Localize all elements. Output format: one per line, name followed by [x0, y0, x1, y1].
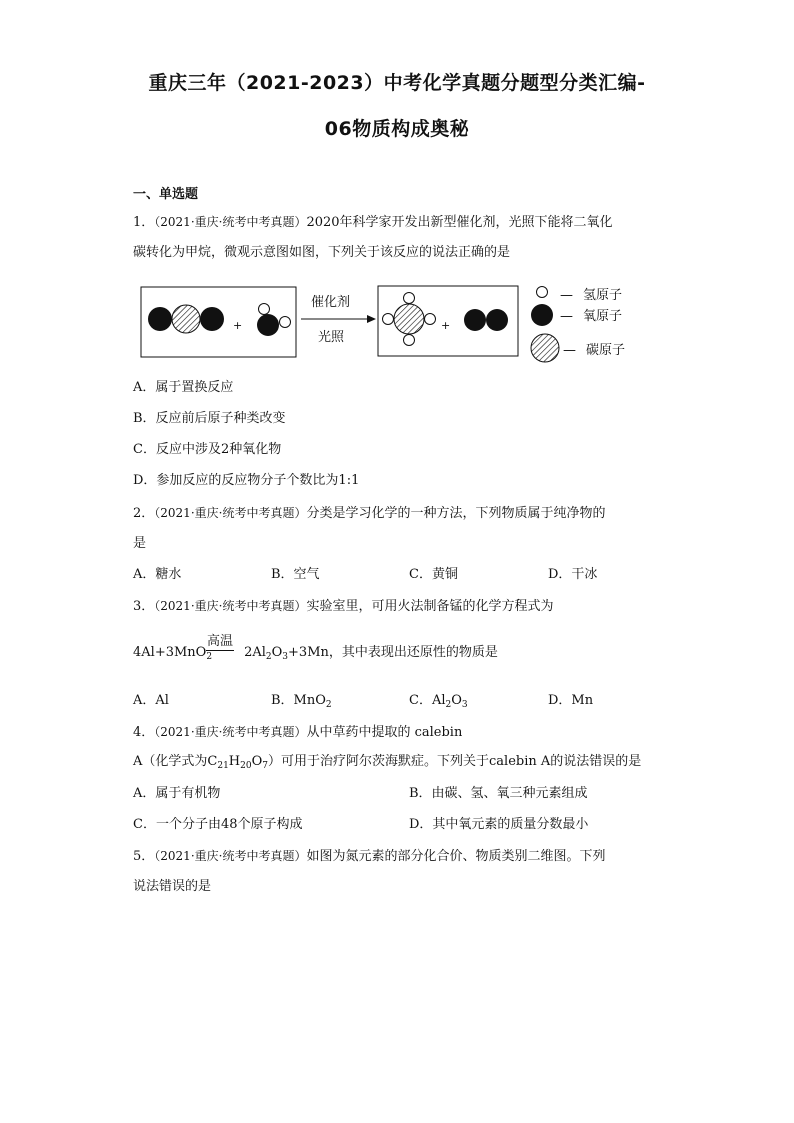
q1-option-b: B．反应前后原子种类改变 [133, 411, 286, 426]
h2o-molecule-reactant [257, 304, 291, 337]
legend-hydrogen [537, 287, 623, 304]
svg-text:碳原子: 碳原子 [586, 343, 626, 358]
svg-text:氧原子: 氧原子 [583, 309, 623, 324]
q5-text-1: 如图为氮元素的部分化合价、物质类别二维图。下列 [306, 849, 606, 864]
q1-source: （2021·重庆·统考中考真题） [154, 215, 307, 229]
o2-molecule [464, 309, 508, 331]
q3-text-1: 实验室里，可用火法制备锰的化学方程式为 [306, 599, 554, 614]
q1-option-c: C．反应中涉及2种氧化物 [133, 442, 282, 457]
co2-molecule [148, 305, 224, 333]
plus-sign-right: + [441, 319, 451, 332]
q3-option-c: C．$Al_2O_3$ [409, 693, 468, 710]
legend-oxygen [531, 304, 622, 326]
q1-option-a: A．属于置换反应 [133, 380, 234, 395]
q5-source: （2021·重庆·统考中考真题） [154, 849, 307, 863]
q3-option-b: B．MnO$_2$ [271, 693, 332, 710]
q3-line1 [133, 597, 553, 616]
q2-option-a: A．糖水 [133, 567, 182, 582]
reaction-diagram [0, 0, 794, 400]
doc-title-line2: 06物质构成奥秘 [324, 118, 470, 140]
legend-carbon [531, 334, 625, 362]
q3-eq-tail: ，其中表现出还原性的物质是 [328, 645, 498, 660]
q4-option-d: D．其中氧元素的质量分数最小 [409, 817, 589, 832]
q5-number: 5． [133, 849, 155, 864]
q2-option-b: B．空气 [271, 567, 320, 582]
q2-line2: 是 [133, 536, 147, 551]
q2-option-c: C．黄铜 [409, 567, 458, 582]
q3-option-a: A．Al [133, 693, 169, 708]
q3-equation [133, 644, 498, 662]
q1-line2: 碳转化为甲烷，微观示意图如图，下列关于该反应的说法正确的是 [133, 245, 511, 260]
q2-option-d: D．干冰 [548, 567, 598, 582]
catalyst-label: 催化剂 [311, 295, 351, 310]
q4-option-b: B．由碳、氢、氧三种元素组成 [409, 786, 588, 801]
ch4-molecule [383, 293, 436, 346]
plus-sign-left: + [233, 319, 243, 332]
q2-source: （2021·重庆·统考中考真题） [154, 506, 307, 520]
q3-equation-condition: 高温 [206, 630, 234, 651]
q2-text-1: 分类是学习化学的一种方法，下列物质属于纯净物的 [306, 506, 606, 521]
q4-option-c: C．一个分子由48个原子构成 [133, 817, 303, 832]
svg-text:—: — [563, 343, 576, 358]
q5-line2: 说法错误的是 [133, 879, 212, 894]
section-heading: 一、单选题 [133, 187, 199, 202]
doc-title-line1: 重庆三年（2021-2023）中考化学真题分题型分类汇编- [148, 72, 646, 94]
q3-number: 3． [133, 599, 155, 614]
svg-text:—: — [560, 309, 573, 324]
q2-number: 2． [133, 506, 155, 521]
svg-text:氢原子: 氢原子 [583, 288, 623, 303]
q3-option-d: D．Mn [548, 693, 594, 708]
q4-text-1: 从中草药中提取的 calebin [306, 725, 463, 740]
q4-line2: A（化学式为$C_{21}H_{20}O_7$）可用于治疗阿尔茨海默症。下列关于calebin A的说法错误的是 [133, 754, 642, 771]
q1-text-1: 2020年科学家开发出新型催化剂，光照下能将二氧化 [306, 215, 613, 230]
q4-number: 4． [133, 725, 155, 740]
q4-source: （2021·重庆·统考中考真题） [154, 725, 307, 739]
q3-eq-right: $2Al_2O_3+3Mn$ [244, 645, 329, 662]
q1-option-d: D．参加反应的反应物分子个数比为1:1 [133, 473, 360, 488]
light-label: 光照 [318, 330, 345, 345]
q2-line1 [133, 504, 605, 523]
q3-eq-left: 4Al+3MnO$_2$ [133, 645, 213, 662]
q3-source: （2021·重庆·统考中考真题） [154, 599, 307, 613]
reaction-arrowhead [367, 315, 376, 323]
q4-line1 [133, 723, 462, 742]
q5-line1 [133, 847, 605, 866]
q4-option-a: A．属于有机物 [133, 786, 221, 801]
q1-number: 1． [133, 215, 155, 230]
svg-text:—: — [560, 288, 573, 303]
